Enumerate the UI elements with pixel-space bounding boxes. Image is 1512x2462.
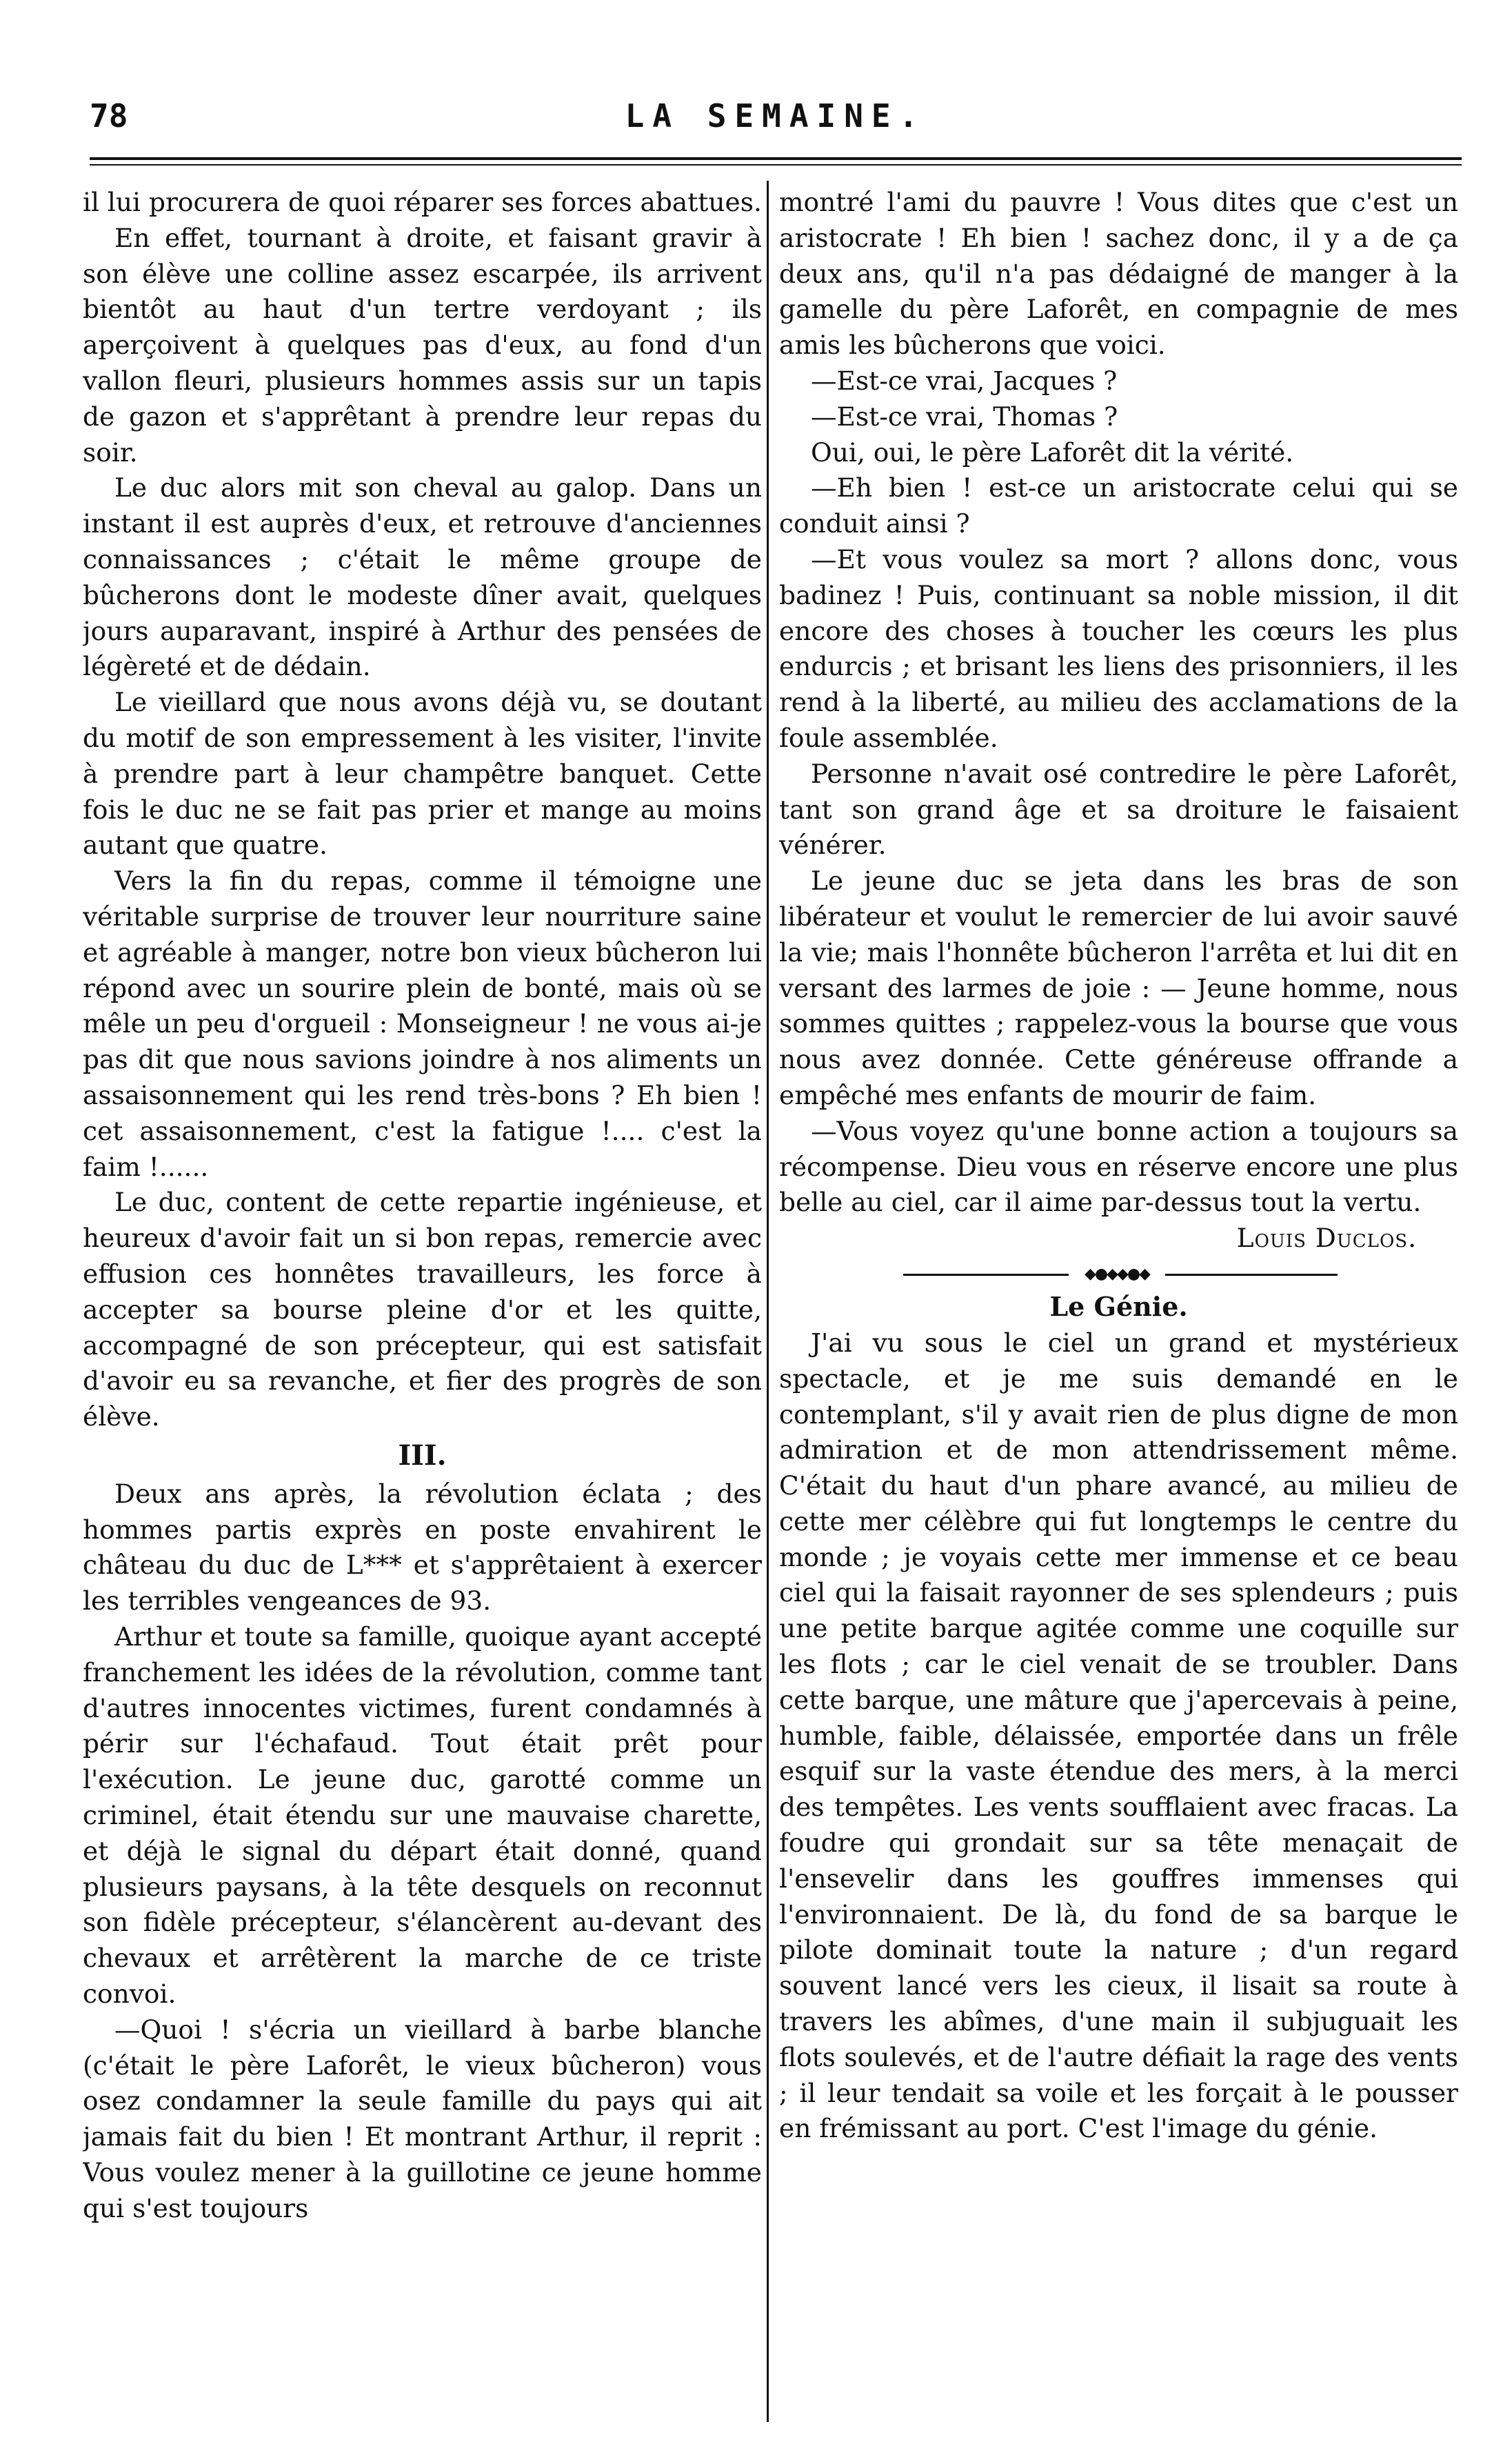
paragraph: montré l'ami du pauvre ! Vous dites que c'est un aristocrate ! Eh bien ! sachez donc, il y a de ça deux ans, qu'il n'a pas dédaigné de manger à la gamelle du père Laforêt, en compagnie de mes amis les bûcherons que voici. — [779, 187, 1458, 361]
ornament-divider — [779, 1261, 1458, 1288]
paragraph: —Vous voyez qu'une bonne action a toujours sa récompense. Dieu vous en réserve encore une plus belle au ciel, car il aime par-dessus tout la vertu. — [779, 1115, 1458, 1218]
ornament-line — [903, 1274, 1069, 1276]
paragraph: Arthur et toute sa famille, quoique ayant accepté franchement les idées de la révolution, comme tant d'autres innocentes victimes, furent condamnés à périr sur l'échafaud. Tout était prêt pour l'exécution. Le jeune duc, garotté comme un criminel, était étendu sur une mauvaise charette, et déjà le signal du départ était donné, quand plusieurs paysans, à la tête desquels on reconnut son fidèle précepteur, s'élancèrent au-devant des chevaux et arrêtèrent la marche de ce triste convoi. — [83, 1621, 762, 2010]
ornament-line — [1165, 1274, 1338, 1276]
page-number: 78 — [90, 97, 128, 134]
ornament-icon: ◆●◆◆●◆ — [1084, 1265, 1150, 1283]
section-heading: III. — [398, 1439, 447, 1472]
paragraph: Vers la fin du repas, comme il témoigne une véritable surprise de trouver leur nourriture saine et agréable à manger, notre bon vieux bûcheron lui répond avec un sourire plein de bonté, mais où se mêle un peu d'orgueil : Monseigneur ! ne vous ai-je pas dit que nous savions joindre à nos aliments un assaisonnement qui les rend très-bons ? Eh bien ! cet assaisonnement, c'est la fatigue !.... c'est la faim !...... — [83, 865, 762, 1182]
column-divider — [767, 181, 769, 2422]
dialogue-line: —Est-ce vrai, Thomas ? — [811, 401, 1118, 432]
paragraph: —Eh bien ! est-ce un aristocrate celui qui se conduit ainsi ? — [779, 472, 1458, 539]
paragraph: J'ai vu sous le ciel un grand et mystérieux spectacle, et je me suis demandé en le contemplant, s'il y avait rien de plus digne de mon admiration et de mon attendrissement même. C'était du haut d'un phare avancé, au milieu de cette mer célèbre qui fut longtemps le centre du monde ; je voyais cette mer immense et ce beau ciel qui la faisait rayonner de ses splendeurs ; puis une petite barque agitée comme une coquille sur les flots ; car le ciel venait de se troubler. Dans cette barque, une mâture que j'apercevais à peine, humble, faible, délaissée, emportée dans un frêle esquif sur la vaste étendue des mers, à la merci des tempêtes. Les vents soufflaient avec fracas. La foudre qui grondait sur sa tête menaçait de l'ensevelir dans les gouffres immenses qui l'environnaient. De là, du fond de sa barque le pilote dominait toute la nature ; d'un regard souvent lancé vers les cieux, il lisait sa route à travers les abîmes, d'une main il subjuguait les flots soulevés, et de l'autre défiait la rage des vents ; il leur tendait sa voile et les forçait à le pousser en frémissant au port. C'est l'image du génie. — [779, 1327, 1458, 2144]
paragraph: Deux ans après, la révolution éclata ; des hommes partis exprès en poste envahirent le château du duc de L*** et s'apprêtaient à exercer les terribles vengeances de 93. — [83, 1478, 762, 1617]
paragraph: Personne n'avait osé contredire le père Laforêt, tant son grand âge et sa droiture le faisaient vénérer. — [779, 758, 1458, 861]
dialogue-line: —Est-ce vrai, Jacques ? — [811, 365, 1118, 396]
right-column — [779, 185, 1458, 2440]
paragraph: Le duc, content de cette repartie ingénieuse, et heureux d'avoir fait un si bon repas, remercie avec effusion ces honnêtes travailleurs, les force à accepter sa bourse pleine d'or et les quitte, accompagné de son précepteur, qui est satisfait d'avoir eu sa revanche, et fier des progrès de son élève. — [83, 1187, 762, 1432]
paragraph: il lui procurera de quoi réparer ses forces abattues. — [83, 187, 762, 217]
paragraph: —Quoi ! s'écria un vieillard à barbe blanche (c'était le père Laforêt, le vieux bûcheron) vous osez condamner la seule famille du pays qui ait jamais fait du bien ! Et montrant Arthur, il reprit : Vous voulez mener à la guillotine ce jeune homme qui s'est toujours — [83, 2014, 762, 2223]
header-rule — [90, 157, 1462, 166]
paragraph: En effet, tournant à droite, et faisant gravir à son élève une colline assez escarpée, ils arrivent bientôt au haut d'un tertre verdoyant ; ils aperçoivent à quelques pas d'eux, au fond d'un vallon fleuri, plusieurs hommes assis sur un tapis de gazon et s'apprêtant à prendre leur repas du soir. — [83, 222, 762, 468]
paragraph: Le jeune duc se jeta dans les bras de son libérateur et voulut le remercier de lui avoir sauvé la vie; mais l'honnête bûcheron l'arrêta et lui dit en versant des larmes de joie : — Jeune homme, nous sommes quittes ; rappelez-vous la bourse que vous nous avez donnée. Cette généreuse offrande a empêché mes enfants de mourir de faim. — [779, 865, 1458, 1110]
paragraph: Le vieillard que nous avons déjà vu, se doutant du motif de son empressement à les visiter, l'invite à prendre part à leur champêtre banquet. Cette fois le duc ne se fait pas prier et mange au moins autant que quatre. — [83, 687, 762, 861]
paragraph: —Et vous voulez sa mort ? allons donc, vous badinez ! Puis, continuant sa noble mission, il dit encore des choses à toucher les cœurs les plus endurcis ; et brisant les liens des prisonniers, il les rend à la liberté, au milieu des acclamations de la foule assemblée. — [779, 543, 1458, 753]
running-title: LA SEMAINE. — [625, 97, 927, 134]
left-column — [83, 185, 762, 2440]
article-title: Le Génie. — [1049, 1290, 1188, 1322]
dialogue-line: Oui, oui, le père Laforêt dit la vérité. — [811, 437, 1294, 468]
author-signature: Louis Duclos. — [1236, 1223, 1417, 1254]
paragraph: Le duc alors mit son cheval au galop. Dans un instant il est auprès d'eux, et retrouve d'anciennes connaissances ; c'était le même groupe de bûcherons dont le modeste dîner avait, quelques jours auparavant, inspiré à Arthur des pensées de légèreté et de dédain. — [83, 472, 762, 682]
page-header — [90, 95, 1462, 143]
